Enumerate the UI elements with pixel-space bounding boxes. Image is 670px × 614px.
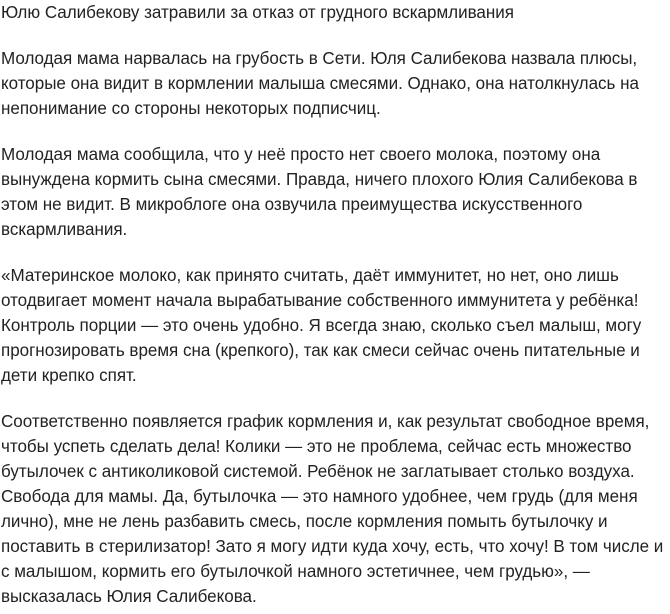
paragraph-line: прогнозировать время сна (крепкого), так как смеси сейчас очень питательные и xyxy=(1,341,640,360)
paragraph-line: Контроль порции — это очень удобно. Я всегда знаю, сколько съел малыш, могу xyxy=(1,316,642,335)
paragraph-line: чтобы успеть сделать дела! Колики — это не проблема, сейчас есть множество xyxy=(1,437,632,456)
paragraph-quote-end xyxy=(1,388,669,609)
article xyxy=(1,0,669,609)
paragraph-line: поставить в стерилизатор! Зато я могу идти куда хочу, есть, что хочу! В том числе и xyxy=(1,537,664,556)
paragraph-line: которые она видит в кормлении малыша смесями. Однако, она натолкнулась на xyxy=(1,74,639,93)
paragraph-line: Свобода для мамы. Да, бутылочка — это намного удобнее, чем грудь (для меня xyxy=(1,487,638,506)
paragraph-line: Молодая мама нарвалась на грубость в Сети. Юля Салибекова назвала плюсы, xyxy=(1,49,638,68)
paragraph-line: Молодая мама сообщила, что у неё просто нет своего молока, поэтому она xyxy=(1,145,601,164)
paragraph-line: дети крепко спят. xyxy=(1,366,137,385)
paragraph-intro xyxy=(1,25,669,121)
paragraph-line: «Материнское молоко, как принято считать, даёт иммунитет, но нет, оно лишь xyxy=(1,266,619,285)
paragraph-quote-start xyxy=(1,242,669,388)
paragraph-line: высказалась Юлия Салибекова. xyxy=(1,587,257,606)
paragraph-line: с малышом, кормить его бутылочкой намного эстетичнее, чем грудью», — xyxy=(1,562,590,581)
paragraph-line: вскармливания. xyxy=(1,220,128,239)
paragraph-line: вынуждена кормить сына смесями. Правда, ничего плохого Юлия Салибекова в xyxy=(1,170,638,189)
paragraph-line: этом не видит. В микроблоге она озвучила преимущества искусственного xyxy=(1,195,583,214)
paragraph-line: Соответственно появляется график кормления и, как результат свободное время, xyxy=(1,412,650,431)
paragraph-context xyxy=(1,121,669,242)
paragraph-line: лично), мне не лень разбавить смесь, после кормления помыть бутылочку и xyxy=(1,512,608,531)
paragraph-line: бутылочек с антиколиковой системой. Ребёнок не заглатывает столько воздуха. xyxy=(1,462,635,481)
paragraph-line: непонимание со стороны некоторых подписчиц. xyxy=(1,99,381,118)
paragraph-line: отодвигает момент начала вырабатывание собственного иммунитета у ребёнка! xyxy=(1,291,639,310)
article-headline: Юлю Салибекову затравили за отказ от грудного вскармливания xyxy=(1,3,514,22)
